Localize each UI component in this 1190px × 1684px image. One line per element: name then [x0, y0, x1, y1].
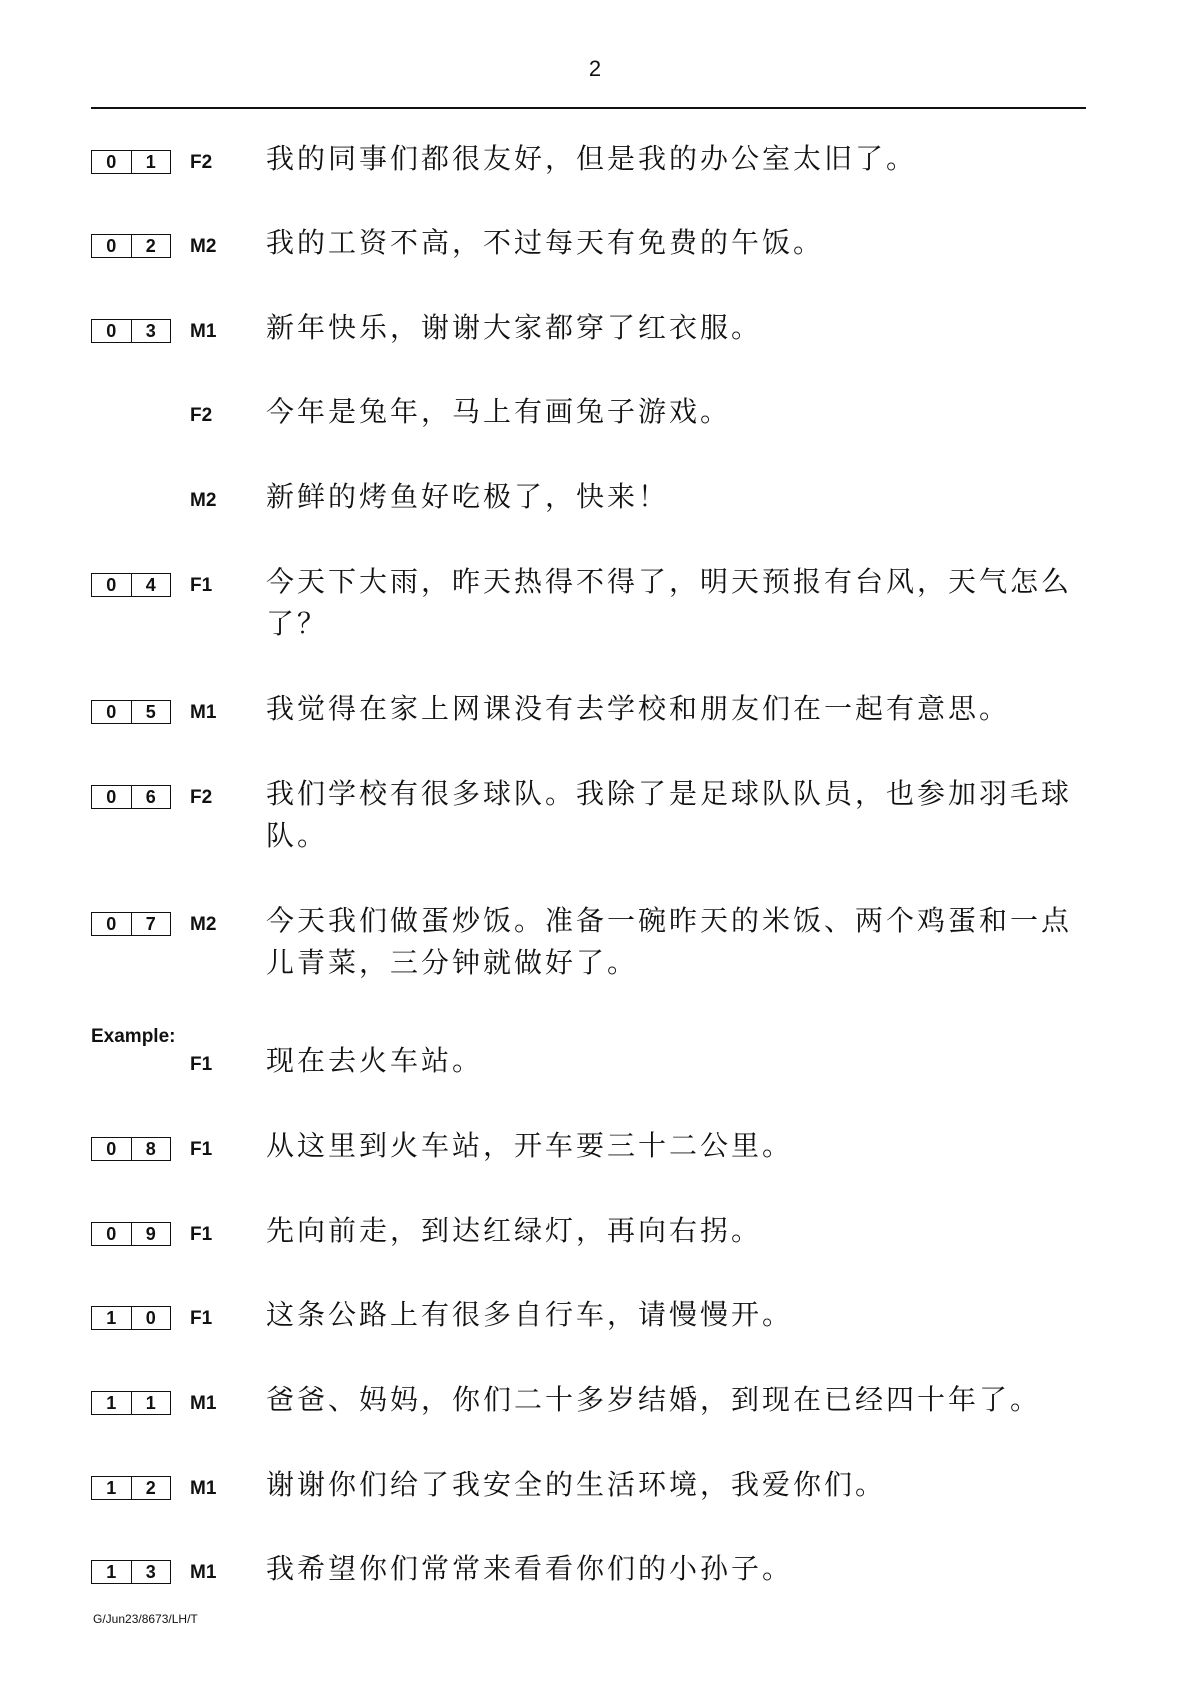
transcript-text: 我们学校有很多球队。我除了是足球队队员，也参加羽毛球队。 — [266, 777, 1073, 852]
question-number-digit: 2 — [131, 235, 171, 257]
speaker-label: F2 — [190, 405, 213, 426]
question-number-digit: 6 — [131, 786, 171, 808]
question-number-box — [91, 1391, 171, 1415]
question-number-box — [91, 319, 171, 343]
transcript-text: 先向前走，到达红绿灯，再向右拐。 — [266, 1214, 763, 1247]
speaker-label: F1 — [190, 1139, 213, 1160]
question-number-digit: 8 — [131, 1138, 171, 1160]
question-number-digit: 3 — [131, 320, 171, 342]
question-number-digit: 0 — [106, 1139, 117, 1159]
speaker-label: F1 — [190, 1054, 213, 1075]
question-number-digit: 0 — [106, 152, 117, 172]
question-number-box — [91, 1306, 171, 1330]
question-number-digit: 1 — [131, 1392, 171, 1414]
page-number: 2 — [588, 56, 602, 81]
question-number-digit: 0 — [106, 321, 117, 341]
question-number-box — [91, 1476, 171, 1500]
question-number-digit: 0 — [131, 1307, 171, 1329]
question-number-box — [91, 785, 171, 809]
question-number-digit: 1 — [131, 151, 171, 173]
question-number-box — [91, 150, 171, 174]
question-number-digit: 0 — [106, 1224, 117, 1244]
transcript-text: 新鲜的烤鱼好吃极了，快来！ — [266, 480, 670, 513]
speaker-label: F1 — [190, 1308, 213, 1329]
speaker-label: M2 — [190, 914, 217, 935]
transcript-text: 今天下大雨，昨天热得不得了，明天预报有台风，天气怎么了？ — [266, 565, 1073, 640]
question-number-digit: 1 — [106, 1308, 117, 1328]
speaker-label: M2 — [190, 236, 217, 257]
speaker-label: F1 — [190, 1224, 213, 1245]
question-number-digit: 9 — [131, 1223, 171, 1245]
speaker-label: M1 — [190, 321, 217, 342]
question-number-digit: 0 — [106, 236, 117, 256]
speaker-label: F2 — [190, 787, 213, 808]
question-number-box — [91, 1222, 171, 1246]
speaker-label: F1 — [190, 575, 213, 596]
transcript-text: 从这里到火车站，开车要三十二公里。 — [266, 1129, 794, 1162]
example-label: Example: — [91, 1026, 176, 1047]
question-number-digit: 0 — [106, 787, 117, 807]
question-number-box — [91, 234, 171, 258]
question-number-box — [91, 573, 171, 597]
question-number-digit: 5 — [131, 701, 171, 723]
question-number-box — [91, 1137, 171, 1161]
transcript-text: 新年快乐，谢谢大家都穿了红衣服。 — [266, 311, 763, 344]
speaker-label: M1 — [190, 702, 217, 723]
transcript-text: 这条公路上有很多自行车，请慢慢开。 — [266, 1298, 794, 1331]
footer-code: G/Jun23/8673/LH/T — [93, 1612, 198, 1626]
transcript-text: 我希望你们常常来看看你们的小孙子。 — [266, 1552, 794, 1585]
speaker-label: M1 — [190, 1393, 217, 1414]
transcript-text: 我的工资不高，不过每天有免费的午饭。 — [266, 226, 825, 259]
question-number-box — [91, 700, 171, 724]
transcript-text: 我觉得在家上网课没有去学校和朋友们在一起有意思。 — [266, 692, 1011, 725]
speaker-label: M1 — [190, 1562, 217, 1583]
transcript-text: 现在去火车站。 — [266, 1044, 484, 1077]
question-number-digit: 1 — [106, 1393, 117, 1413]
question-number-digit: 0 — [106, 575, 117, 595]
transcript-text: 谢谢你们给了我安全的生活环境，我爱你们。 — [266, 1468, 887, 1501]
question-number-digit: 2 — [131, 1477, 171, 1499]
transcript-text: 今天我们做蛋炒饭。准备一碗昨天的米饭、两个鸡蛋和一点儿青菜，三分钟就做好了。 — [266, 904, 1073, 979]
question-number-digit: 1 — [106, 1562, 117, 1582]
question-number-digit: 0 — [106, 914, 117, 934]
transcript-text: 我的同事们都很友好，但是我的办公室太旧了。 — [266, 142, 918, 175]
question-number-digit: 1 — [106, 1478, 117, 1498]
question-number-digit: 3 — [131, 1561, 171, 1583]
speaker-label: M2 — [190, 490, 217, 511]
question-number-digit: 7 — [131, 913, 171, 935]
question-number-box — [91, 1560, 171, 1584]
transcript-text: 爸爸、妈妈，你们二十多岁结婚，到现在已经四十年了。 — [266, 1383, 1042, 1416]
speaker-label: F2 — [190, 152, 213, 173]
speaker-label: M1 — [190, 1478, 217, 1499]
question-number-digit: 4 — [131, 574, 171, 596]
transcript-text: 今年是兔年，马上有画兔子游戏。 — [266, 395, 732, 428]
question-number-box — [91, 912, 171, 936]
question-number-digit: 0 — [106, 702, 117, 722]
